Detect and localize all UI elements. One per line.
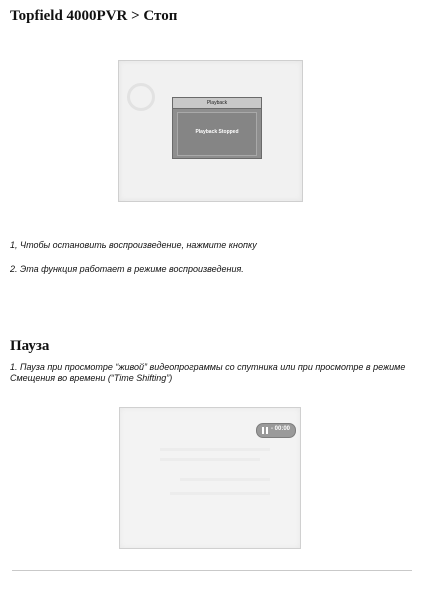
section-heading-pause: Пауза (10, 338, 50, 354)
footer-divider (12, 570, 412, 571)
pause-icon (262, 427, 269, 434)
stop-instruction-2: 2. Эта функция работает в режиме воспроизведения. (10, 264, 244, 274)
pause-status-badge (256, 423, 296, 438)
faded-record-icon (127, 83, 155, 111)
faded-text-line (170, 492, 270, 495)
playback-dialog (172, 97, 262, 159)
dialog-body (177, 112, 257, 156)
dialog-message: Playback Stopped (195, 129, 239, 135)
page-title: Topfield 4000PVR > Стоп (10, 8, 178, 24)
pause-instruction: 1. Пауза при просмотре “живой” видеопрограммы со спутника или при просмотре в режиме Смещения во времени (“Time Shifting”) (10, 362, 406, 383)
pause-screenshot (119, 407, 301, 549)
playback-stopped-screenshot (118, 60, 303, 202)
faded-text-line (160, 458, 260, 461)
dialog-header: Playback (173, 98, 261, 109)
faded-text-line (160, 448, 270, 451)
pause-time-readout: - 00:00 (271, 426, 291, 432)
stop-instruction-1: 1, Чтобы остановить воспроизведение, нажмите кнопку (10, 240, 257, 250)
faded-text-line (180, 478, 270, 481)
